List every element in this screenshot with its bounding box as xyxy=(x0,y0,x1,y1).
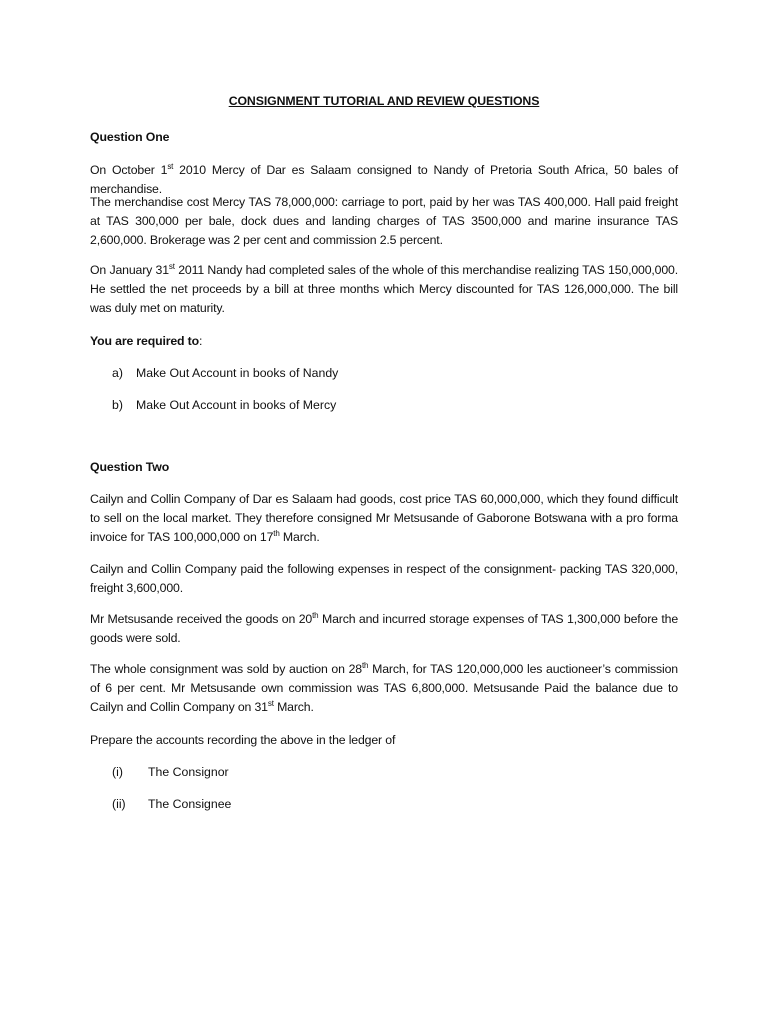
q2-list-item-ii: (ii) The Consignee xyxy=(112,795,231,814)
question-one-heading: Question One xyxy=(90,130,170,144)
q2-paragraph-2: Cailyn and Collin Company paid the following expenses in respect of the consignment- packing TAS 320,000, freight 3,600,000. xyxy=(90,562,678,595)
q2-list-item-i: (i) The Consignor xyxy=(112,763,229,782)
required-label: You are required to xyxy=(90,334,199,348)
q1-paragraph-3: On January 31st 2011 Nandy had completed sales of the whole of this merchandise realizing TAS 150,000,000. He settled the net proceeds by a bill at three months which Mercy discounted for TAS 126,000,000. The bill was duly met on maturity. xyxy=(90,261,679,315)
q1-list-item-b: b) Make Out Account in books of Mercy xyxy=(112,396,336,415)
q1-paragraph-1: On October 1st 2010 Mercy of Dar es Salaam consigned to Nandy of Pretoria South Africa, 50 bales of merchandise. xyxy=(90,161,678,196)
q2-paragraph-3: Mr Metsusande received the goods on 20th March and incurred storage expenses of TAS 1,300,000 before the goods were sold. xyxy=(90,610,679,645)
document-title: CONSIGNMENT TUTORIAL AND REVIEW QUESTIONS xyxy=(228,94,540,108)
question-two-heading: Question Two xyxy=(90,460,170,474)
list-marker: (i) xyxy=(112,765,123,779)
q1-required-line: You are required to: xyxy=(90,334,203,348)
q2-paragraph-1: Cailyn and Collin Company of Dar es Salaam had goods, cost price TAS 60,000,000, which they found difficult to sell on the local market. They therefore consigned Mr Metsusande of Gaborone Botswana with a pro forma invoice for TAS 100,000,000 on 17th March. xyxy=(90,492,678,544)
q2-paragraph-4: The whole consignment was sold by auction on 28th March, for TAS 120,000,000 les auctioneer’s commission of 6 per cent. Mr Metsusande own commission was TAS 6,800,000. Metsusande Paid the balance due to Cailyn and Collin Company on 31st March. xyxy=(90,660,678,714)
q1-paragraph-2: The merchandise cost Mercy TAS 78,000,000: carriage to port, paid by her was TAS 400,000. Hall paid freight at TAS 300,000 per bale, dock dues and landing charges of TAS 3500,000 and marine insurance TAS 2,600,000. Brokerage was 2 per cent and commission 2.5 percent. xyxy=(90,195,678,247)
list-marker: b) xyxy=(112,398,123,412)
list-marker: (ii) xyxy=(112,797,126,811)
q2-paragraph-5: Prepare the accounts recording the above in the ledger of xyxy=(90,733,396,747)
q1-list-item-a: a) Make Out Account in books of Nandy xyxy=(112,364,338,383)
list-marker: a) xyxy=(112,366,123,380)
